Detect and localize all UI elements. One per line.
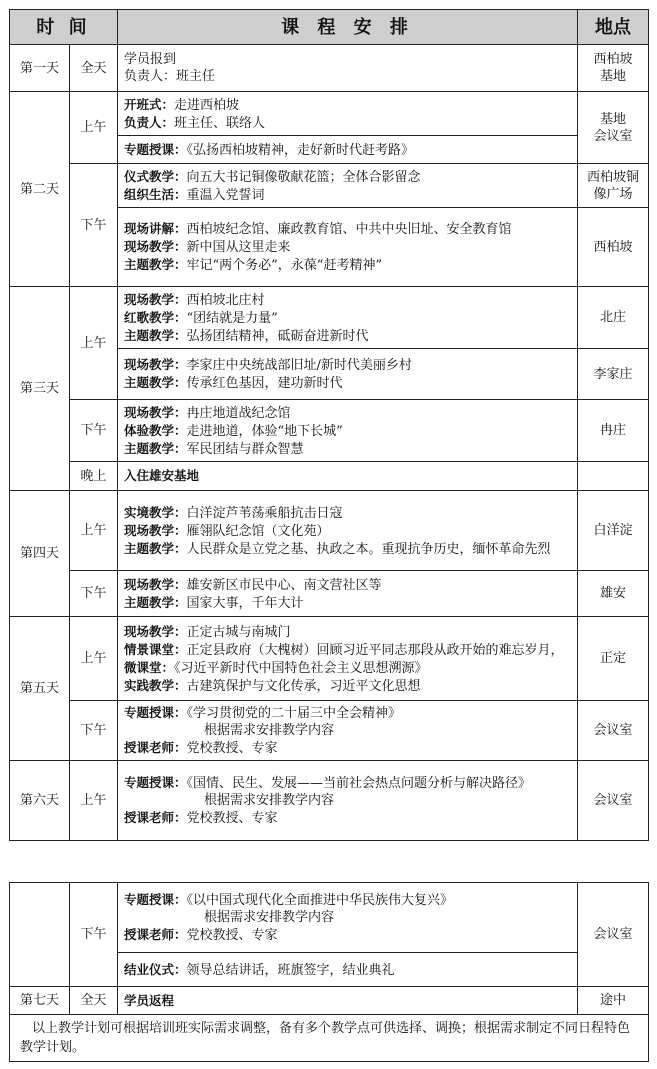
course-cell [118, 349, 578, 400]
course-cell [118, 164, 578, 208]
table-row [10, 987, 649, 1015]
item-text: 古建筑保护与文化传承，习近平文化思想 [186, 678, 421, 694]
item-label: 负责人： [124, 114, 175, 130]
course-cell [118, 92, 578, 136]
course-cell [118, 136, 578, 164]
item-text: 弘扬团结精神，砥砺奋进新时代 [186, 328, 369, 344]
course-cell [118, 287, 578, 349]
item-text: 领导总结讲话，班旗签字，结业典礼 [186, 962, 395, 978]
course-cell [118, 208, 578, 287]
location-cell: 会议室 [578, 701, 649, 761]
location-cell: 基地 会议室 [578, 92, 649, 164]
item-text: 西柏坡纪念馆、廉政教育馆、中共中央旧址、安全教育馆 [186, 222, 512, 237]
period-label: 全天 [70, 987, 118, 1015]
course-line: 负责人：班主任 [124, 69, 216, 84]
item-text: 冉庄地道战纪念馆 [186, 405, 291, 421]
table-row [10, 462, 649, 491]
header-time: 时 间 [10, 10, 118, 45]
course-cell [118, 953, 578, 987]
item-label: 授课老师： [124, 740, 187, 755]
course-cell [118, 45, 578, 92]
day-label: 第四天 [10, 491, 70, 617]
location-cell: 途中 [578, 987, 649, 1015]
item-label: 现场讲解： [124, 221, 187, 236]
item-label: 现场教学： [124, 357, 187, 372]
period-label: 下午 [70, 400, 118, 462]
table-row [10, 491, 649, 571]
period-label: 全天 [70, 45, 118, 92]
item-label: 组织生活： [124, 186, 187, 202]
course-cell [118, 883, 578, 953]
table-row [10, 617, 649, 701]
period-label: 上午 [70, 491, 118, 571]
course-cell [118, 491, 578, 571]
period-label: 晚上 [70, 462, 118, 491]
item-text: 正定古城与南城门 [186, 624, 291, 640]
item-label: 授课老师： [124, 927, 187, 942]
period-label: 下午 [70, 883, 118, 987]
table-row [10, 400, 649, 462]
item-text: 班主任、联络人 [174, 115, 266, 131]
course-cell [118, 761, 578, 841]
day-label: 第六天 [10, 761, 70, 841]
item-label: 主题教学： [124, 327, 187, 343]
item-text: 新中国从这里走来 [186, 240, 291, 255]
item-text: 《以中国式现代化全面推进中华民族伟大复兴》 [186, 893, 454, 908]
schedule-table [9, 9, 649, 841]
day-label: 第三天 [10, 287, 70, 491]
table-row [10, 571, 649, 617]
item-label: 实践教学： [124, 677, 187, 693]
footnote: 以上教学计划可根据培训班实际需求调整，备有多个教学点可供选择、调换；根据需求制定不同日程特色教学计划。 [10, 1015, 649, 1062]
period-label: 上午 [70, 761, 118, 841]
table-row [10, 1015, 649, 1062]
item-text: 《国情、民生、发展——当前社会热点问题分析与解决路径》 [186, 776, 532, 791]
period-label: 上午 [70, 92, 118, 164]
table-row [10, 883, 649, 953]
item-label: 专题授课： [124, 892, 187, 907]
item-label: 情景课堂： [124, 641, 187, 657]
location-cell: 西柏坡 基地 [578, 45, 649, 92]
item-label: 现场教学： [124, 623, 187, 639]
item-text: 牢记“两个务必”，永葆“赶考精神” [186, 258, 383, 273]
item-label: 结业仪式： [124, 961, 187, 977]
item-text: 学员返程 [124, 992, 175, 1008]
location-cell: 李家庄 [578, 349, 649, 400]
location-cell: 会议室 [578, 883, 649, 987]
item-text: 根据需求安排教学内容 [204, 793, 335, 808]
table-row [10, 287, 649, 349]
period-label: 上午 [70, 617, 118, 701]
day-label: 第一天 [10, 45, 70, 92]
table-row [10, 761, 649, 841]
location-cell: 雄安 [578, 571, 649, 617]
item-label: 现场教学： [124, 404, 187, 420]
item-text: 正定县政府（大槐树）回顾习近平同志那段从政开始的难忘岁月， [186, 642, 564, 658]
course-cell [118, 571, 578, 617]
item-text: 雄安新区市民中心、南文营社区等 [186, 577, 382, 593]
item-text: 党校教授、专家 [186, 811, 278, 826]
location-cell: 北庄 [578, 287, 649, 349]
day-label: 第五天 [10, 617, 70, 761]
course-cell [118, 701, 578, 761]
item-label: 现场教学： [124, 576, 187, 592]
day-label: 第七天 [10, 987, 70, 1015]
item-text: 党校教授、专家 [186, 928, 278, 943]
item-label: 主题教学： [124, 540, 187, 556]
item-text: 雁翎队纪念馆（文化苑） [186, 523, 330, 539]
item-text: 走进地道，体验“地下长城” [186, 423, 343, 439]
location-cell: 会议室 [578, 761, 649, 841]
item-text: 传承红色基因，建功新时代 [186, 376, 343, 391]
item-label: 主题教学： [124, 375, 187, 390]
day-label-empty [10, 883, 70, 987]
item-text: 入住雄安基地 [124, 468, 200, 483]
period-label: 下午 [70, 571, 118, 617]
item-text: 向五大书记铜像敬献花篮；全体合影留念 [186, 169, 421, 185]
item-text: 《弘扬西柏坡精神，走好新时代赶考路》 [186, 142, 415, 158]
item-label: 专题授课： [124, 705, 187, 720]
location-cell: 白洋淀 [578, 491, 649, 571]
schedule-table-continued [9, 882, 649, 1062]
item-label: 微课堂： [124, 659, 175, 675]
course-cell [118, 462, 578, 491]
item-label: 主题教学： [124, 257, 187, 272]
item-label: 开班式： [124, 96, 175, 112]
item-label: 主题教学： [124, 440, 187, 456]
item-label: 授课老师： [124, 810, 187, 825]
period-label: 下午 [70, 164, 118, 287]
item-text: 《学习贯彻党的二十届三中全会精神》 [186, 706, 402, 721]
item-text: 走进西柏坡 [174, 97, 240, 113]
day-label: 第二天 [10, 92, 70, 287]
item-text: 军民团结与群众智慧 [186, 441, 304, 457]
header-location: 地点 [578, 10, 649, 45]
item-text: 《习近平新时代中国特色社会主义思想溯源》 [174, 660, 428, 676]
course-cell [118, 400, 578, 462]
course-cell [118, 987, 578, 1015]
table-row [10, 164, 649, 208]
item-label: 现场教学： [124, 239, 187, 254]
item-label: 现场教学： [124, 522, 187, 538]
item-text: 人民群众是立党之基、执政之本。重现抗争历史，缅怀革命先烈 [186, 541, 551, 557]
item-text: “团结就是力量” [186, 310, 278, 326]
table-row [10, 45, 649, 92]
item-label: 专题授课： [124, 141, 187, 157]
item-text: 西柏坡北庄村 [186, 292, 265, 308]
table-row [10, 92, 649, 136]
table-row [10, 701, 649, 761]
item-text: 根据需求安排教学内容 [204, 723, 335, 738]
item-text: 重温入党誓词 [186, 187, 265, 203]
location-cell: 正定 [578, 617, 649, 701]
item-text: 根据需求安排教学内容 [204, 910, 335, 925]
course-line: 学员报到 [124, 52, 177, 67]
item-label: 专题授课： [124, 775, 187, 790]
item-label: 主题教学： [124, 594, 187, 610]
item-text: 白洋淀芦苇荡乘船抗击日寇 [186, 505, 343, 521]
course-cell [118, 617, 578, 701]
item-text: 李家庄中央统战部旧址/新时代美丽乡村 [186, 358, 412, 373]
item-label: 实境教学： [124, 504, 187, 520]
item-label: 体验教学： [124, 422, 187, 438]
location-cell [578, 462, 649, 491]
header-row [10, 10, 649, 45]
item-text: 国家大事，千年大计 [186, 595, 304, 611]
item-label: 仪式教学： [124, 168, 187, 184]
header-schedule: 课 程 安 排 [118, 10, 578, 45]
location-cell: 西柏坡铜 像广场 [578, 164, 649, 208]
period-label: 上午 [70, 287, 118, 400]
item-text: 党校教授、专家 [186, 741, 278, 756]
period-label: 下午 [70, 701, 118, 761]
location-cell: 西柏坡 [578, 208, 649, 287]
item-label: 红歌教学： [124, 309, 187, 325]
location-cell: 冉庄 [578, 400, 649, 462]
item-label: 现场教学： [124, 291, 187, 307]
